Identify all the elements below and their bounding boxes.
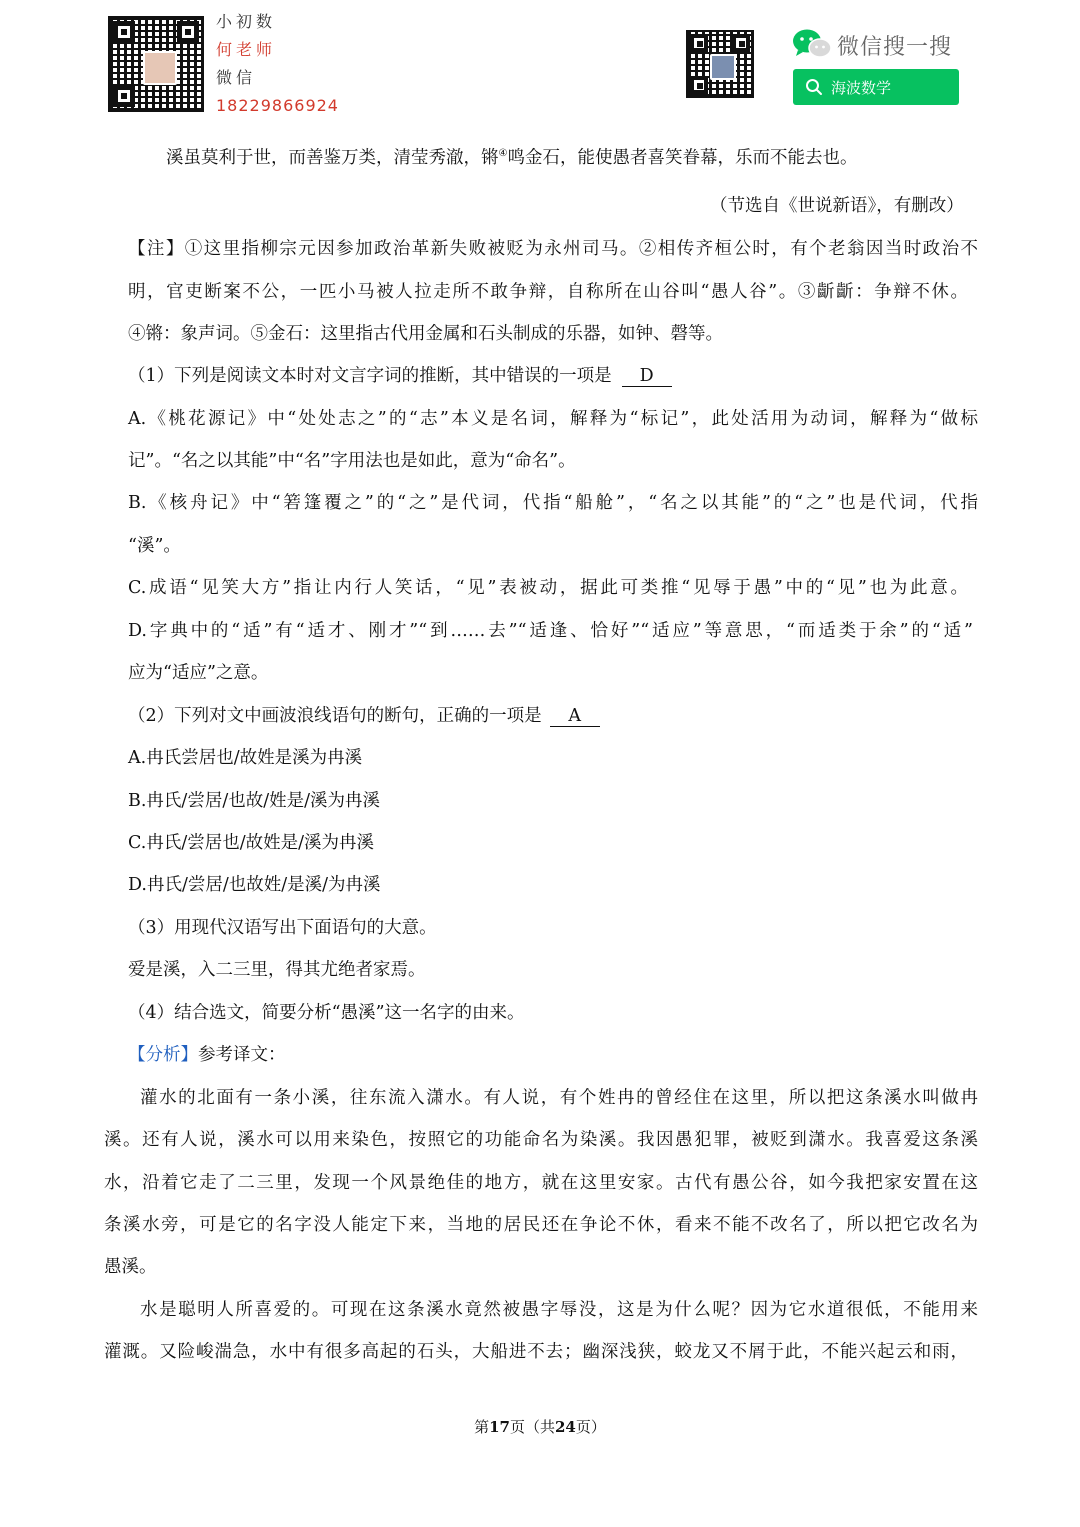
question-text: （2）下列对文中画波浪线语句的断句，正确的一项是: [128, 706, 542, 726]
footer-text: 页（共: [509, 1418, 555, 1436]
option-line: A.《桃花源记》中“处处志之”的“志”本义是名词，解释为“标记”，此处活用为动词，解释为“做标: [128, 409, 978, 429]
footer-text: 第: [474, 1418, 490, 1436]
answer-blank: A: [550, 706, 600, 727]
wechat-search-box[interactable]: [793, 69, 959, 105]
qr-finder: [690, 76, 708, 94]
option-line: C.成语“见笑大方”指让内行人笑话，“见”表被动，据此可类推“见辱于愚”中的“见”也为此意。: [128, 578, 968, 598]
note-line: ④锵：象声词。⑤金石：这里指古代用金属和石头制成的乐器，如钟、磬等。: [128, 324, 723, 344]
option-line: 应为“适应”之意。: [128, 663, 269, 683]
handwriting-phone: 18229866924: [216, 96, 339, 115]
question-4: （4）结合选文，简要分析“愚溪”这一名字的由来。: [128, 1003, 525, 1023]
option-line: “溪”。: [128, 536, 181, 556]
qr-finder: [690, 34, 708, 52]
translation-line: 愚溪。: [104, 1257, 157, 1277]
question-3: （3）用现代汉语写出下面语句的大意。: [128, 918, 437, 938]
option-line: A.冉氏尝居也/故姓是溪为冉溪: [128, 748, 363, 768]
qr-finder: [113, 21, 135, 43]
question-text: （1）下列是阅读文本时对文言字词的推断，其中错误的一项是: [128, 366, 612, 386]
text-segment: 溪虽莫利于世，而善鉴万类，清莹秀澈，锵: [166, 148, 499, 168]
analysis-label: 【分析】: [128, 1045, 198, 1065]
text-segment: 鸣金石，能使愚者喜笑眷幕，乐而不能去也。: [507, 148, 858, 168]
wechat-logo-icon: [792, 28, 832, 60]
text-line: [166, 146, 857, 170]
footnote-marker: ④: [498, 148, 508, 160]
handwriting-line: 小初数: [216, 12, 277, 31]
handwriting-line: 微信: [216, 68, 257, 87]
translation-line: 灌水的北面有一条小溪，往东流入潇水。有人说，有个姓冉的曾经住在这里，所以把这条溪水叫做冉: [140, 1088, 978, 1108]
footer-text: 页）: [575, 1418, 606, 1436]
qr-code-icon: [108, 16, 204, 112]
option-line: D.字典中的“适”有“适才、刚才”“到……去”“适逢、恰好”“适应”等意思，“而适类于余”的“适”: [128, 621, 973, 641]
question-2: [128, 704, 600, 728]
search-label: 海波数学: [831, 78, 892, 97]
qr-avatar-photo: [143, 51, 177, 85]
translation-line: 水，沿着它走了二三里，发现一个风景绝佳的地方，就在这里安家。古代有愚公谷，如今我把家安置在这: [104, 1173, 978, 1193]
question-1: [128, 364, 672, 388]
search-icon: [805, 78, 823, 96]
analysis-text: 参考译文：: [198, 1045, 286, 1065]
handwriting-line: 何老师: [216, 40, 277, 59]
note-line: 【注】①这里指柳宗元因参加政治革新失败被贬为永州司马。②相传齐桓公时，有个老翁因当时政治不: [128, 239, 978, 259]
note-line: 明，官吏断案不公，一匹小马被人拉走所不敢争辩，自称所在山谷叫“愚人谷”。③齗齗：争辩不休。: [128, 282, 968, 302]
translation-line: 灌溉。又险峻湍急，水中有很多高起的石头，大船进不去；幽深浅狭，蛟龙又不屑于此，不能兴起云和雨，: [104, 1342, 968, 1362]
translation-line: 水是聪明人所喜爱的。可现在这条溪水竟然被愚字辱没，这是为什么呢？因为它水道很低，不能用来: [140, 1300, 978, 1320]
qr-avatar-photo: [710, 54, 736, 80]
option-line: 记”。“名之以其能”中“名”字用法也是如此，意为“命名”。: [128, 451, 576, 471]
qr-code-icon: [686, 30, 754, 98]
analysis-heading: [128, 1043, 286, 1067]
option-line: C.冉氏/尝居也/故姓是/溪为冉溪: [128, 833, 375, 853]
option-line: B.《核舟记》中“箬篷覆之”的“之”是代词，代指“船舱”，“名之以其能”的“之”也是代词，代指: [128, 493, 978, 513]
translation-line: 溪。还有人说，溪水可以用来染色，按照它的功能命名为染溪。我因愚犯罪，被贬到潇水。我喜爱这条溪: [104, 1130, 978, 1150]
page-footer: [0, 1416, 1080, 1437]
page-number: 17: [489, 1418, 510, 1436]
source-citation: （节选自《世说新语》，有删改）: [710, 196, 964, 216]
option-line: B.冉氏/尝居/也故/姓是/溪为冉溪: [128, 791, 381, 811]
wechat-search-title: 微信搜一搜: [837, 35, 953, 60]
option-line: D.冉氏/尝居/也故姓/是溪/为冉溪: [128, 875, 381, 895]
qr-finder: [732, 34, 750, 52]
total-pages: 24: [555, 1418, 576, 1436]
qr-finder: [113, 85, 135, 107]
translation-line: 条溪水旁，可是它的名字没人能定下来，当地的居民还在争论不休，看来不能不改名了，所以把它改名为: [104, 1215, 978, 1235]
qr-finder: [177, 21, 199, 43]
answer-blank: D: [622, 366, 672, 387]
quoted-sentence: 爱是溪，入二三里，得其尤绝者家焉。: [128, 960, 426, 980]
